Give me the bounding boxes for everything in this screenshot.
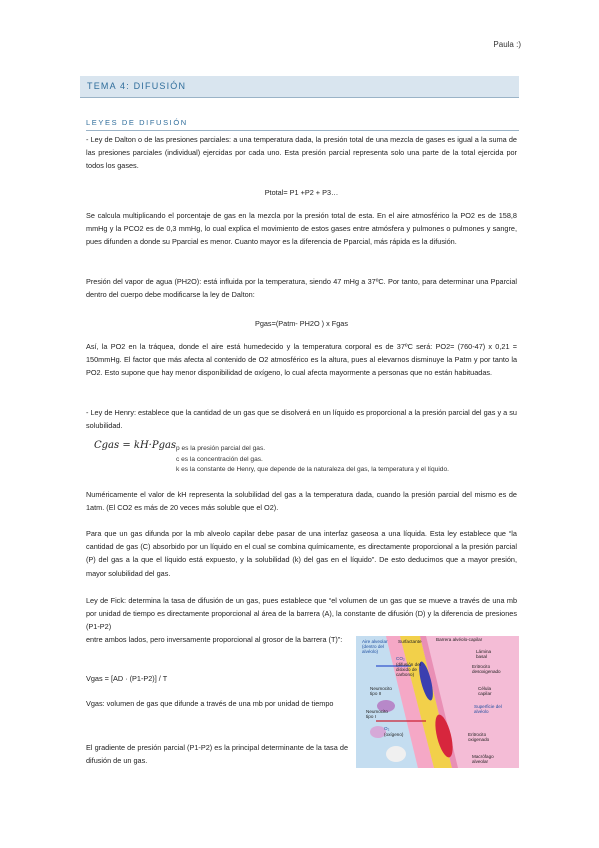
label-surfactante: Surfactante xyxy=(398,639,422,644)
topic-header xyxy=(80,76,519,98)
label-lamina: Lámina basal xyxy=(476,649,492,659)
paragraph-fick-continued: entre ambos lados, pero inversamente proporcional al grosor de la barrera (T)”: xyxy=(86,635,343,644)
paragraph-fick: Ley de Fick: determina la tasa de difusión de un gas, pues establece que “el volumen de un gas que se mueve a través de una mb por unidad de tiempo es directamente proporcional al área de la barrera (A), la constante de difusión (D) y la diferencia de presiones (P1-P2) xyxy=(86,596,517,632)
paragraph-vgas-definition: Vgas: volumen de gas que difunde a través de una mb por unidad de tiempo xyxy=(86,699,334,708)
paragraph-dalton: - Ley de Dalton o de las presiones parciales: a una temperatura dada, la presión total de una mezcla de gases es igual a la suma de las presiones parciales (individual) ejercidas por cada uno. Esta presión parcial representa solo una parte de la total ejercida por todos los gases. xyxy=(86,135,517,171)
paragraph-calc: Se calcula multiplicando el porcentaje de gas en la mezcla por la presión total de esta. En el aire atmosférico la PO2 es de 158,8 mmHg y la PCO2 es de 0,3 mmHg, lo cual explica el movimiento de estos gases entre atmósfera y pulmones o pulmones y sangre, pues difunden a donde su Pparcial es menor. Cuanto mayor es la diferencia de Pparcial, más rápida es la difusión. xyxy=(86,211,517,247)
label-aire-alveolar: Aire alveolar (dentro del alvéolo) xyxy=(362,639,388,654)
label-barrera: Barrera alvéolo-capilar xyxy=(436,637,483,642)
alveolar-capillary-diagram xyxy=(356,636,519,768)
henry-formula-notes xyxy=(176,444,536,476)
note-c: c es la concentración del gas. xyxy=(176,455,263,463)
label-o2: O₂ xyxy=(384,726,390,731)
author-label: Paula :) xyxy=(493,40,521,49)
label-neumocito-ii: Neumocito tipo II xyxy=(370,686,392,696)
paragraph-vapor: Presión del vapor de agua (PH2O): está influida por la temperatura, siendo 47 mHg a 37ºC. Por tanto, para determinar una Pparcial dentro del cuerpo debe modificarse la ley de Dalton: xyxy=(86,277,517,300)
label-o2-detail: (oxígeno) xyxy=(384,732,404,737)
label-eritrocito-oxigenado: Eritrocito oxigenado xyxy=(468,732,490,742)
note-p: p es la presión parcial del gas. xyxy=(176,445,266,452)
paragraph-gradient: El gradiente de presión parcial (P1-P2) es la principal determinante de la tasa de difusión de un gas. xyxy=(86,743,348,766)
note-k: k es la constante de Henry, que depende de la naturaleza del gas, la temperatura y el líquido. xyxy=(176,466,449,473)
label-celula-capilar: Célula capilar xyxy=(478,686,492,696)
equation-pgas: Pgas=(Patm- PH2O ) x Fgas xyxy=(254,319,349,328)
paragraph-henry: - Ley de Henry: establece que la cantidad de un gas que se disolverá en un líquido es proporcional a la presión parcial del gas y a su solubilidad. xyxy=(86,408,517,431)
label-macrofago: Macrófago alveolar xyxy=(472,754,494,764)
equation-vgas: Vgas = [AD · (P1-P2)] / T xyxy=(86,674,168,683)
paragraph-kh: Numéricamente el valor de kH representa la solubilidad del gas a la temperatura dada, cuando la presión parcial del mismo es de 1atm. (El CO2 es más de 20 veces más soluble que el O2). xyxy=(86,490,517,513)
label-co2-detail: (difusión del dióxido de carbono) xyxy=(396,662,421,677)
henry-formula: Cgas = kH·Pgas xyxy=(94,440,177,451)
section-title: LEYES DE DIFUSIÓN xyxy=(86,118,519,131)
label-co2: CO₂ xyxy=(396,656,405,661)
paragraph-interface: Para que un gas difunda por la mb alveolo capilar debe pasar de una interfaz gaseosa a una líquida. Esta ley establece que “la cantidad de gas (C) absorbido por un líquido en el cual se combina químicamente, es directamente proporcional a la presión parcial (P) del gas a la que el líquido está expuesto, y la solubilidad (k) del gas en el líquido”. De esto deducimos que a mayor presión, mayor solubilidad del gas. xyxy=(86,529,517,578)
label-superficie: Superficie del alvéolo xyxy=(474,704,502,714)
paragraph-trachea: Así, la PO2 en la tráquea, donde el aire está humedecido y la temperatura corporal es de 37ºC será: PO2= (760-47) x 0,21 = 150mmHg. El factor que más afecta al contenido de O2 atmosférico es la altura, pues al elevarnos disminuye la Patm y por tanto la PO2. Esto supone que hay menor disponibilidad de oxígeno, lo cual afecta mayormente a personas que no están habituadas. xyxy=(86,342,517,378)
equation-ptotal: Ptotal= P1 +P2 + P3… xyxy=(264,188,339,197)
topic-title: TEMA 4: DIFUSIÓN xyxy=(87,81,187,91)
label-neumocito-i: Neumocito tipo I xyxy=(366,709,388,719)
label-eritrocito-desoxigenado: Eritrocito desoxigenado xyxy=(472,664,501,674)
